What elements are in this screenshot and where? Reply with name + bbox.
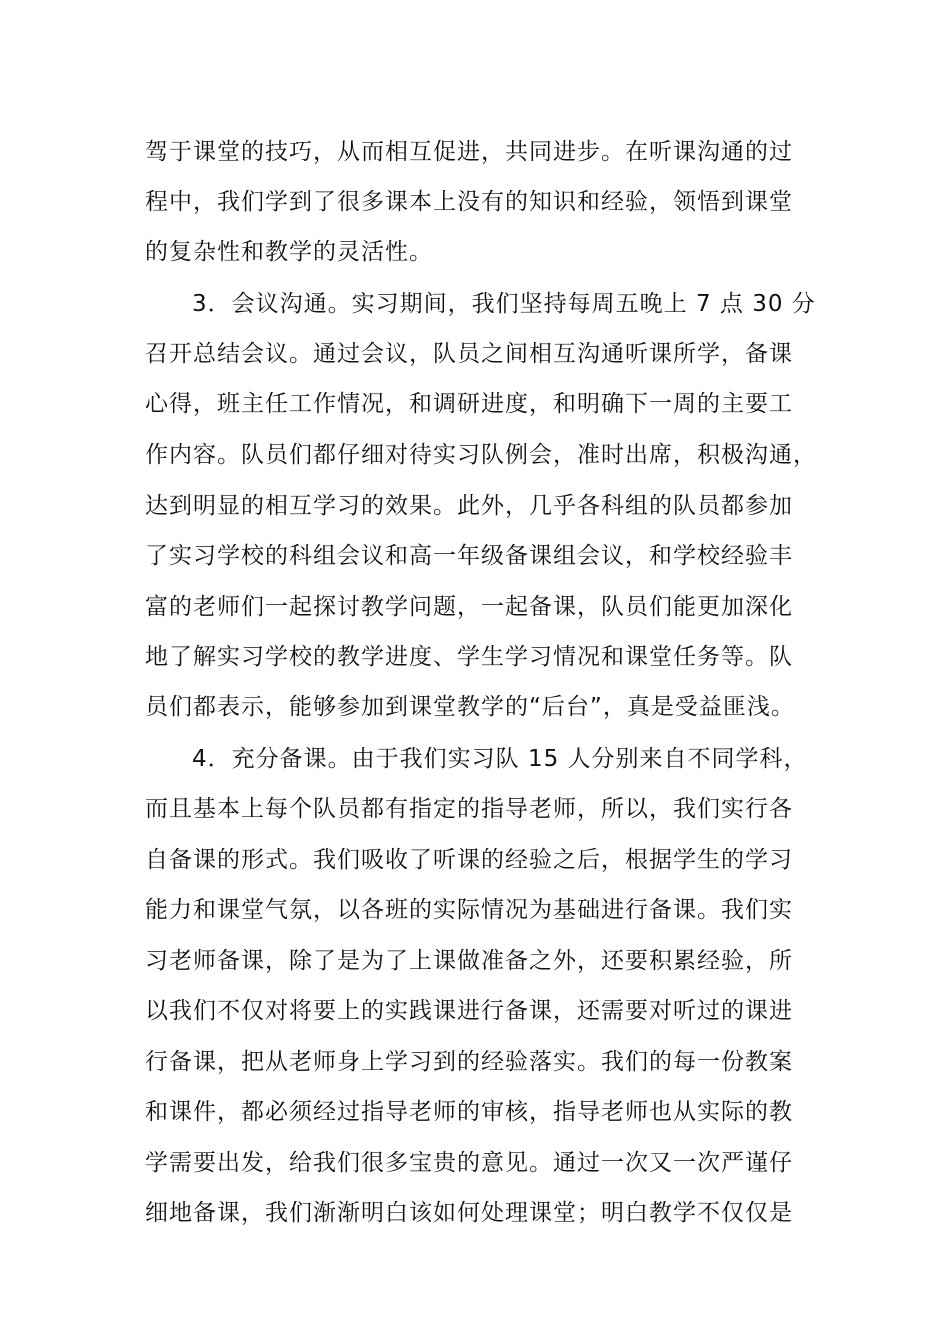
text-line: 而且基本上每个队员都有指定的指导老师，所以，我们实行各 — [145, 796, 793, 822]
text-line: 驾于课堂的技巧，从而相互促进，共同进步。在听课沟通的过 — [145, 139, 793, 165]
text-line: 富的老师们一起探讨教学问题，一起备课，队员们能更加深化 — [145, 594, 793, 620]
text-line: 学需要出发，给我们很多宝贵的意见。通过一次又一次严谨仔 — [145, 1150, 793, 1176]
text-line: 员们都表示，能够参加到课堂教学的“后台”，真是受益匪浅。 — [145, 694, 795, 720]
text-line: 心得，班主任工作情况，和调研进度，和明确下一周的主要工 — [145, 391, 793, 417]
paragraph-3-start: 3．会议沟通。实习期间，我们坚持每周五晚上 7 点 30 分 — [192, 291, 816, 317]
text-line: 程中，我们学到了很多课本上没有的知识和经验，领悟到课堂 — [145, 189, 793, 215]
text-line: 地了解实习学校的教学进度、学生学习情况和课堂任务等。队 — [145, 644, 793, 670]
text-line: 的复杂性和教学的灵活性。 — [145, 239, 433, 265]
text-line: 能力和课堂气氛，以各班的实际情况为基础进行备课。我们实 — [145, 897, 793, 923]
text-line: 召开总结会议。通过会议，队员之间相互沟通听课所学，备课 — [145, 341, 793, 367]
text-line: 习老师备课，除了是为了上课做准备之外，还要积累经验，所 — [145, 948, 793, 974]
text-line: 行备课，把从老师身上学习到的经验落实。我们的每一份教案 — [145, 1049, 793, 1075]
text-line: 以我们不仅对将要上的实践课进行备课，还需要对听过的课进 — [145, 998, 793, 1024]
text-line: 作内容。队员们都仔细对待实习队例会，准时出席，积极沟通， — [145, 442, 817, 468]
text-line: 了实习学校的科组会议和高一年级备课组会议，和学校经验丰 — [145, 543, 793, 569]
text-line: 细地备课，我们渐渐明白该如何处理课堂；明白教学不仅仅是 — [145, 1200, 793, 1226]
text-line: 达到明显的相互学习的效果。此外，几乎各科组的队员都参加 — [145, 493, 793, 519]
text-line: 自备课的形式。我们吸收了听课的经验之后，根据学生的学习 — [145, 847, 793, 873]
text-line: 和课件，都必须经过指导老师的审核，指导老师也从实际的教 — [145, 1099, 793, 1125]
paragraph-4-start: 4．充分备课。由于我们实习队 15 人分别来自不同学科， — [192, 746, 808, 772]
